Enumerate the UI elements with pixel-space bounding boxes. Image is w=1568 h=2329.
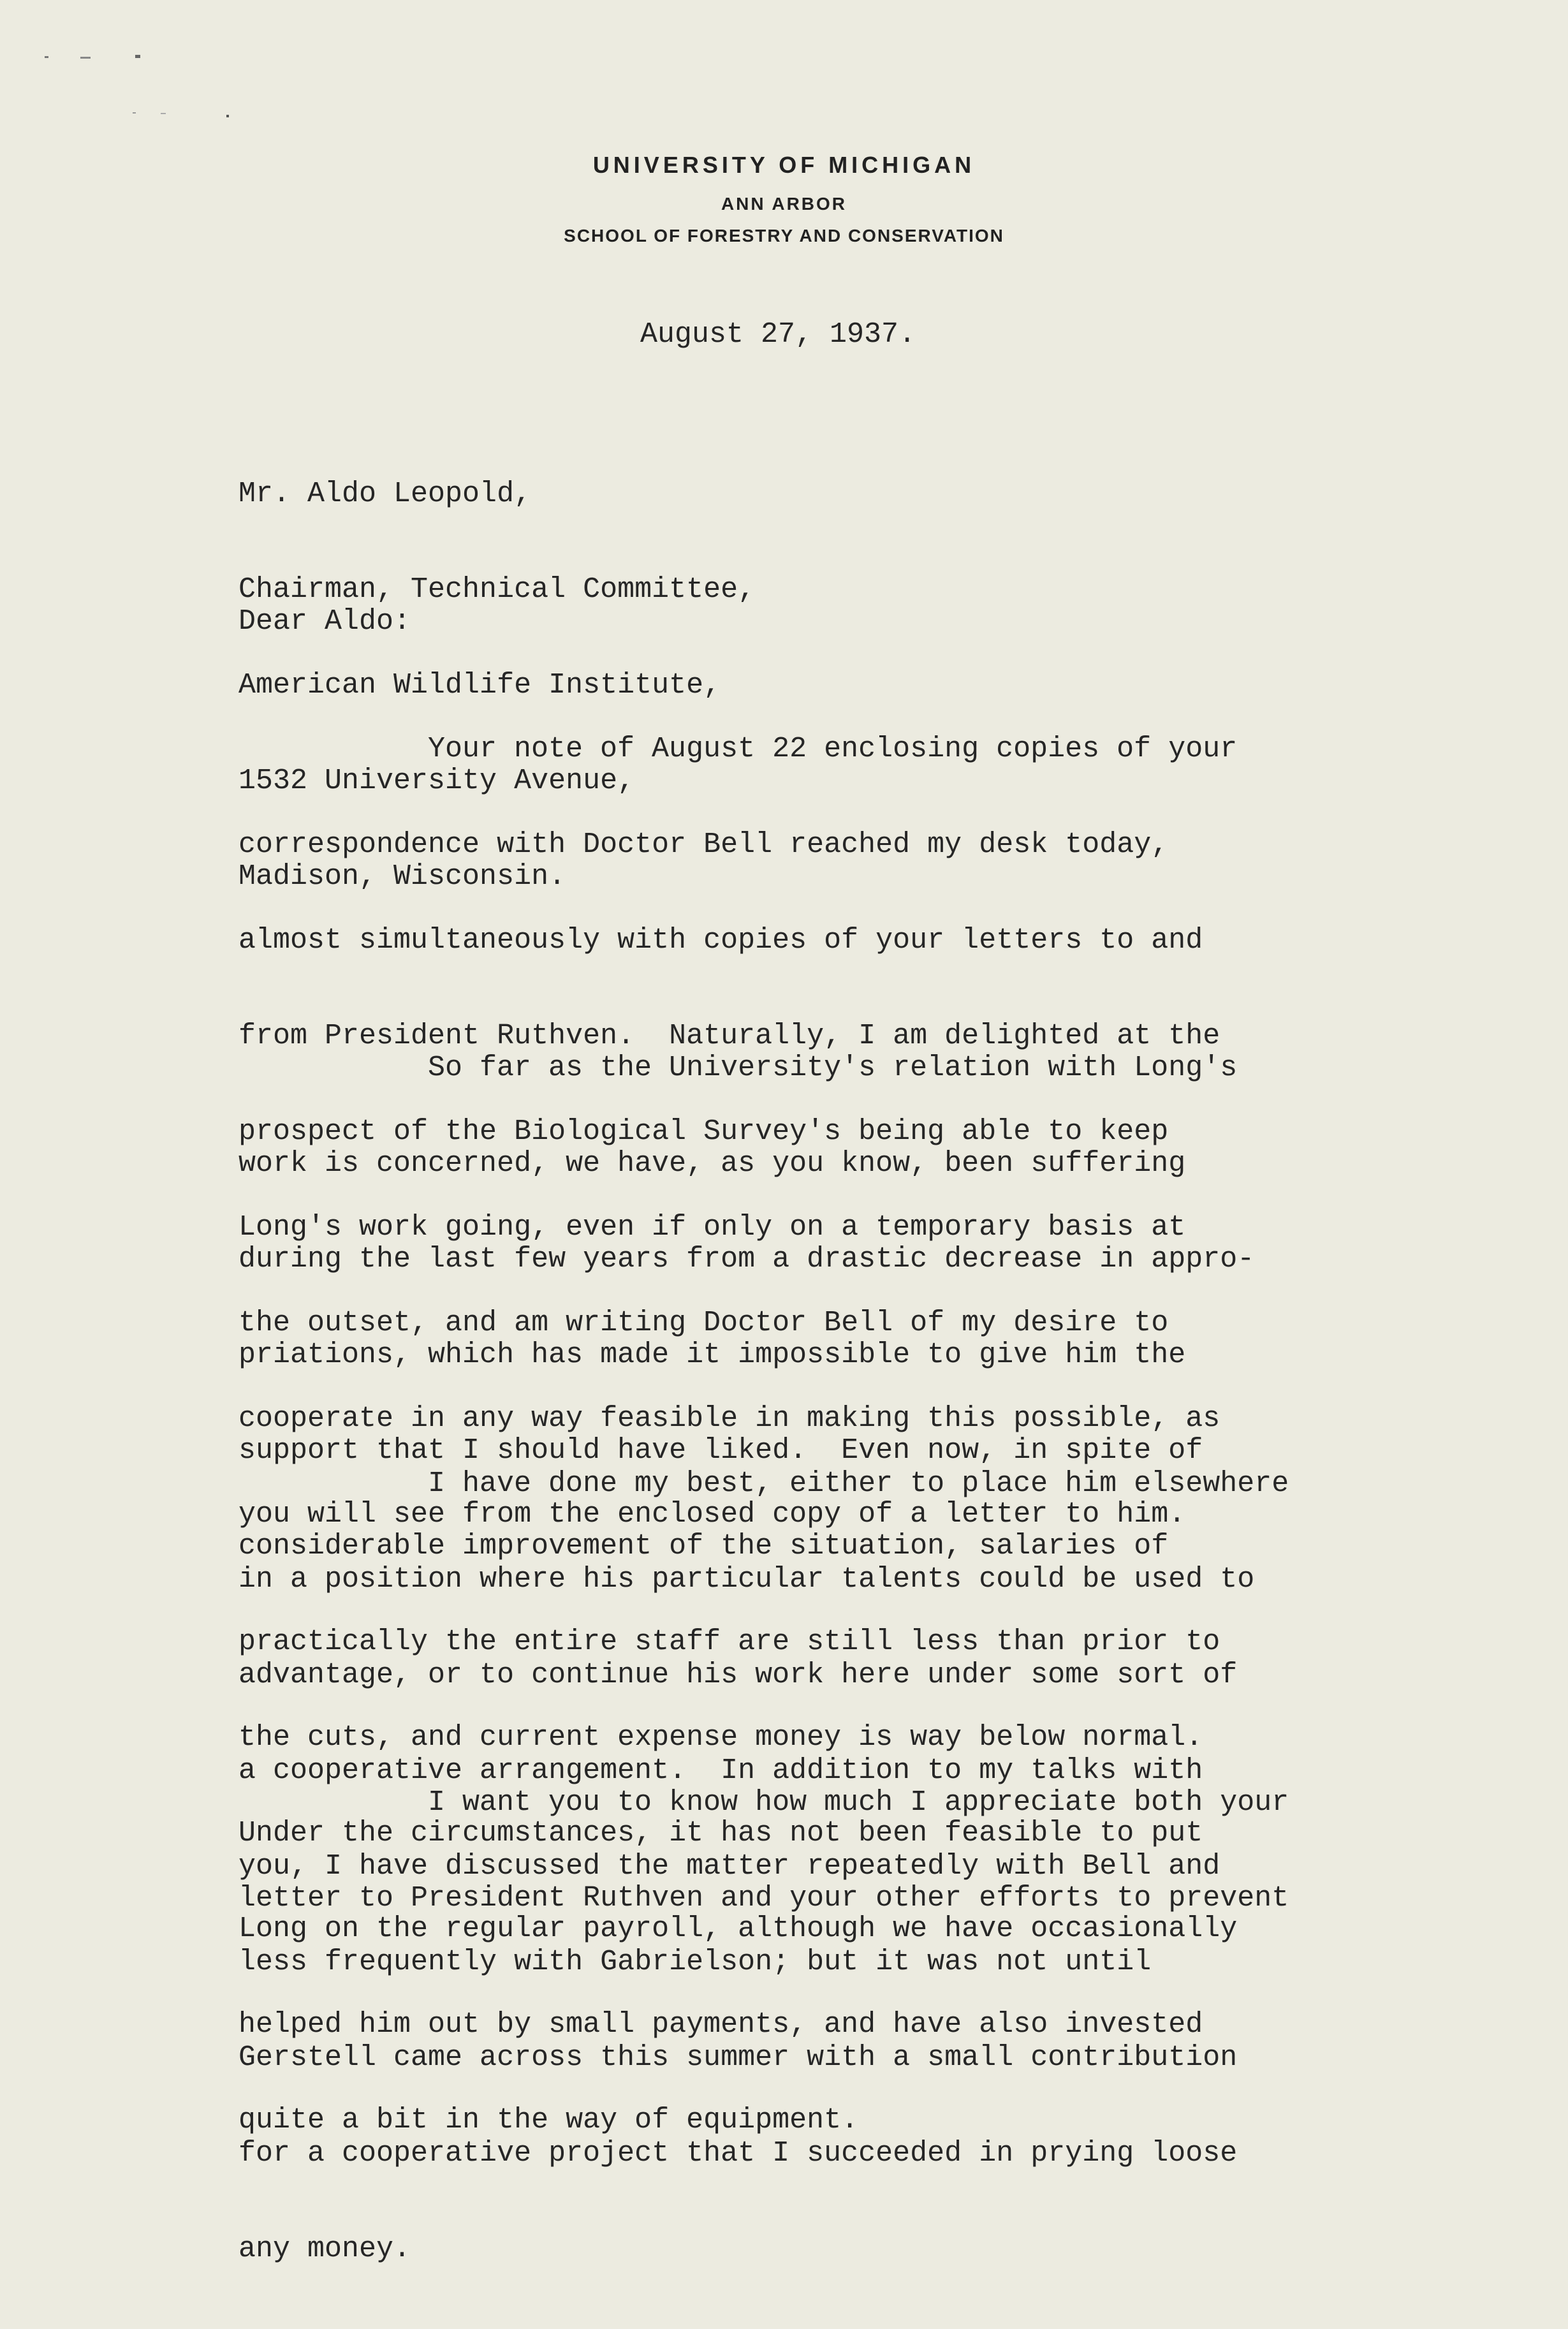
paragraph-line: almost simultaneously with copies of your letters to and [238, 924, 1203, 957]
paragraph-line: any money. [238, 2233, 411, 2265]
paragraph-line: for a cooperative project that I succeeded in prying loose [238, 2137, 1238, 2170]
letterhead-city: ANN ARBOR [721, 194, 847, 214]
address-line: 1532 University Avenue, [238, 765, 635, 797]
paragraph-line: I have done my best, either to place him elsewhere [428, 1467, 1289, 1500]
letter-date: August 27, 1937. [640, 318, 916, 351]
paragraph-line: less frequently with Gabrielson; but it was not until [238, 1946, 1152, 1978]
paragraph-line: advantage, or to continue his work here under some sort of [238, 1659, 1238, 1691]
paragraph-line: support that I should have liked. Even now, in spite of [238, 1434, 1203, 1467]
paragraph-line: quite a bit in the way of equipment. [238, 2104, 859, 2136]
paragraph-line: priations, which has made it impossible to give him the [238, 1339, 1186, 1371]
letterhead-school: SCHOOL OF FORESTRY AND CONSERVATION [564, 226, 1004, 246]
paragraph-line: prospect of the Biological Survey's being able to keep [238, 1115, 1169, 1148]
paragraph-line: in a position where his particular talents could be used to [238, 1563, 1255, 1596]
paragraph-line: a cooperative arrangement. In addition to my talks with [238, 1754, 1203, 1787]
paragraph-line: I want you to know how much I appreciate both your [428, 1786, 1289, 1819]
paragraph-line: the outset, and am writing Doctor Bell of my desire to [238, 1307, 1169, 1339]
paragraph-line: Under the circumstances, it has not been feasible to put [238, 1817, 1203, 1849]
paragraph-line: Gerstell came across this summer with a small contribution [238, 2041, 1238, 2074]
paragraph-line: Long's work going, even if only on a temporary basis at [238, 1211, 1186, 1244]
paragraph-line: correspondence with Doctor Bell reached my desk today, [238, 828, 1169, 861]
letterhead-institution: UNIVERSITY OF MICHIGAN [592, 152, 976, 178]
address-line: Mr. Aldo Leopold, [238, 478, 532, 510]
body-paragraph-4 [238, 1723, 1289, 1978]
paragraph-line: So far as the University's relation with Long's [428, 1052, 1238, 1084]
address-line: American Wildlife Institute, [238, 669, 721, 702]
paragraph-line: from President Ruthven. Naturally, I am delighted at the [238, 1020, 1220, 1052]
paragraph-line: helped him out by small payments, and have also invested [238, 2008, 1203, 2041]
address-line: Madison, Wisconsin. [238, 860, 566, 893]
salutation: Dear Aldo: [238, 605, 411, 638]
paragraph-line: you, I have discussed the matter repeatedly with Bell and [238, 1850, 1220, 1883]
paragraph-line: cooperate in any way feasible in making this possible, as [238, 1402, 1220, 1435]
paragraph-line: Long on the regular payroll, although we have occasionally [238, 1913, 1238, 1945]
paragraph-line: during the last few years from a drastic decrease in appro- [238, 1243, 1255, 1275]
paragraph-line: you will see from the enclosed copy of a letter to him. [238, 1498, 1186, 1531]
paragraph-line: the cuts, and current expense money is way below normal. [238, 1721, 1203, 1754]
paragraph-line: practically the entire staff are still less than prior to [238, 1626, 1220, 1658]
address-line: Chairman, Technical Committee, [238, 573, 756, 606]
paragraph-line: work is concerned, we have, as you know, been suffering [238, 1147, 1186, 1180]
paragraph-line: considerable improvement of the situation, salaries of [238, 1530, 1169, 1562]
paragraph-line: letter to President Ruthven and your other efforts to prevent [238, 1882, 1289, 1914]
paragraph-line: Your note of August 22 enclosing copies of your [428, 733, 1238, 765]
paper-specks-decoration [45, 51, 236, 128]
